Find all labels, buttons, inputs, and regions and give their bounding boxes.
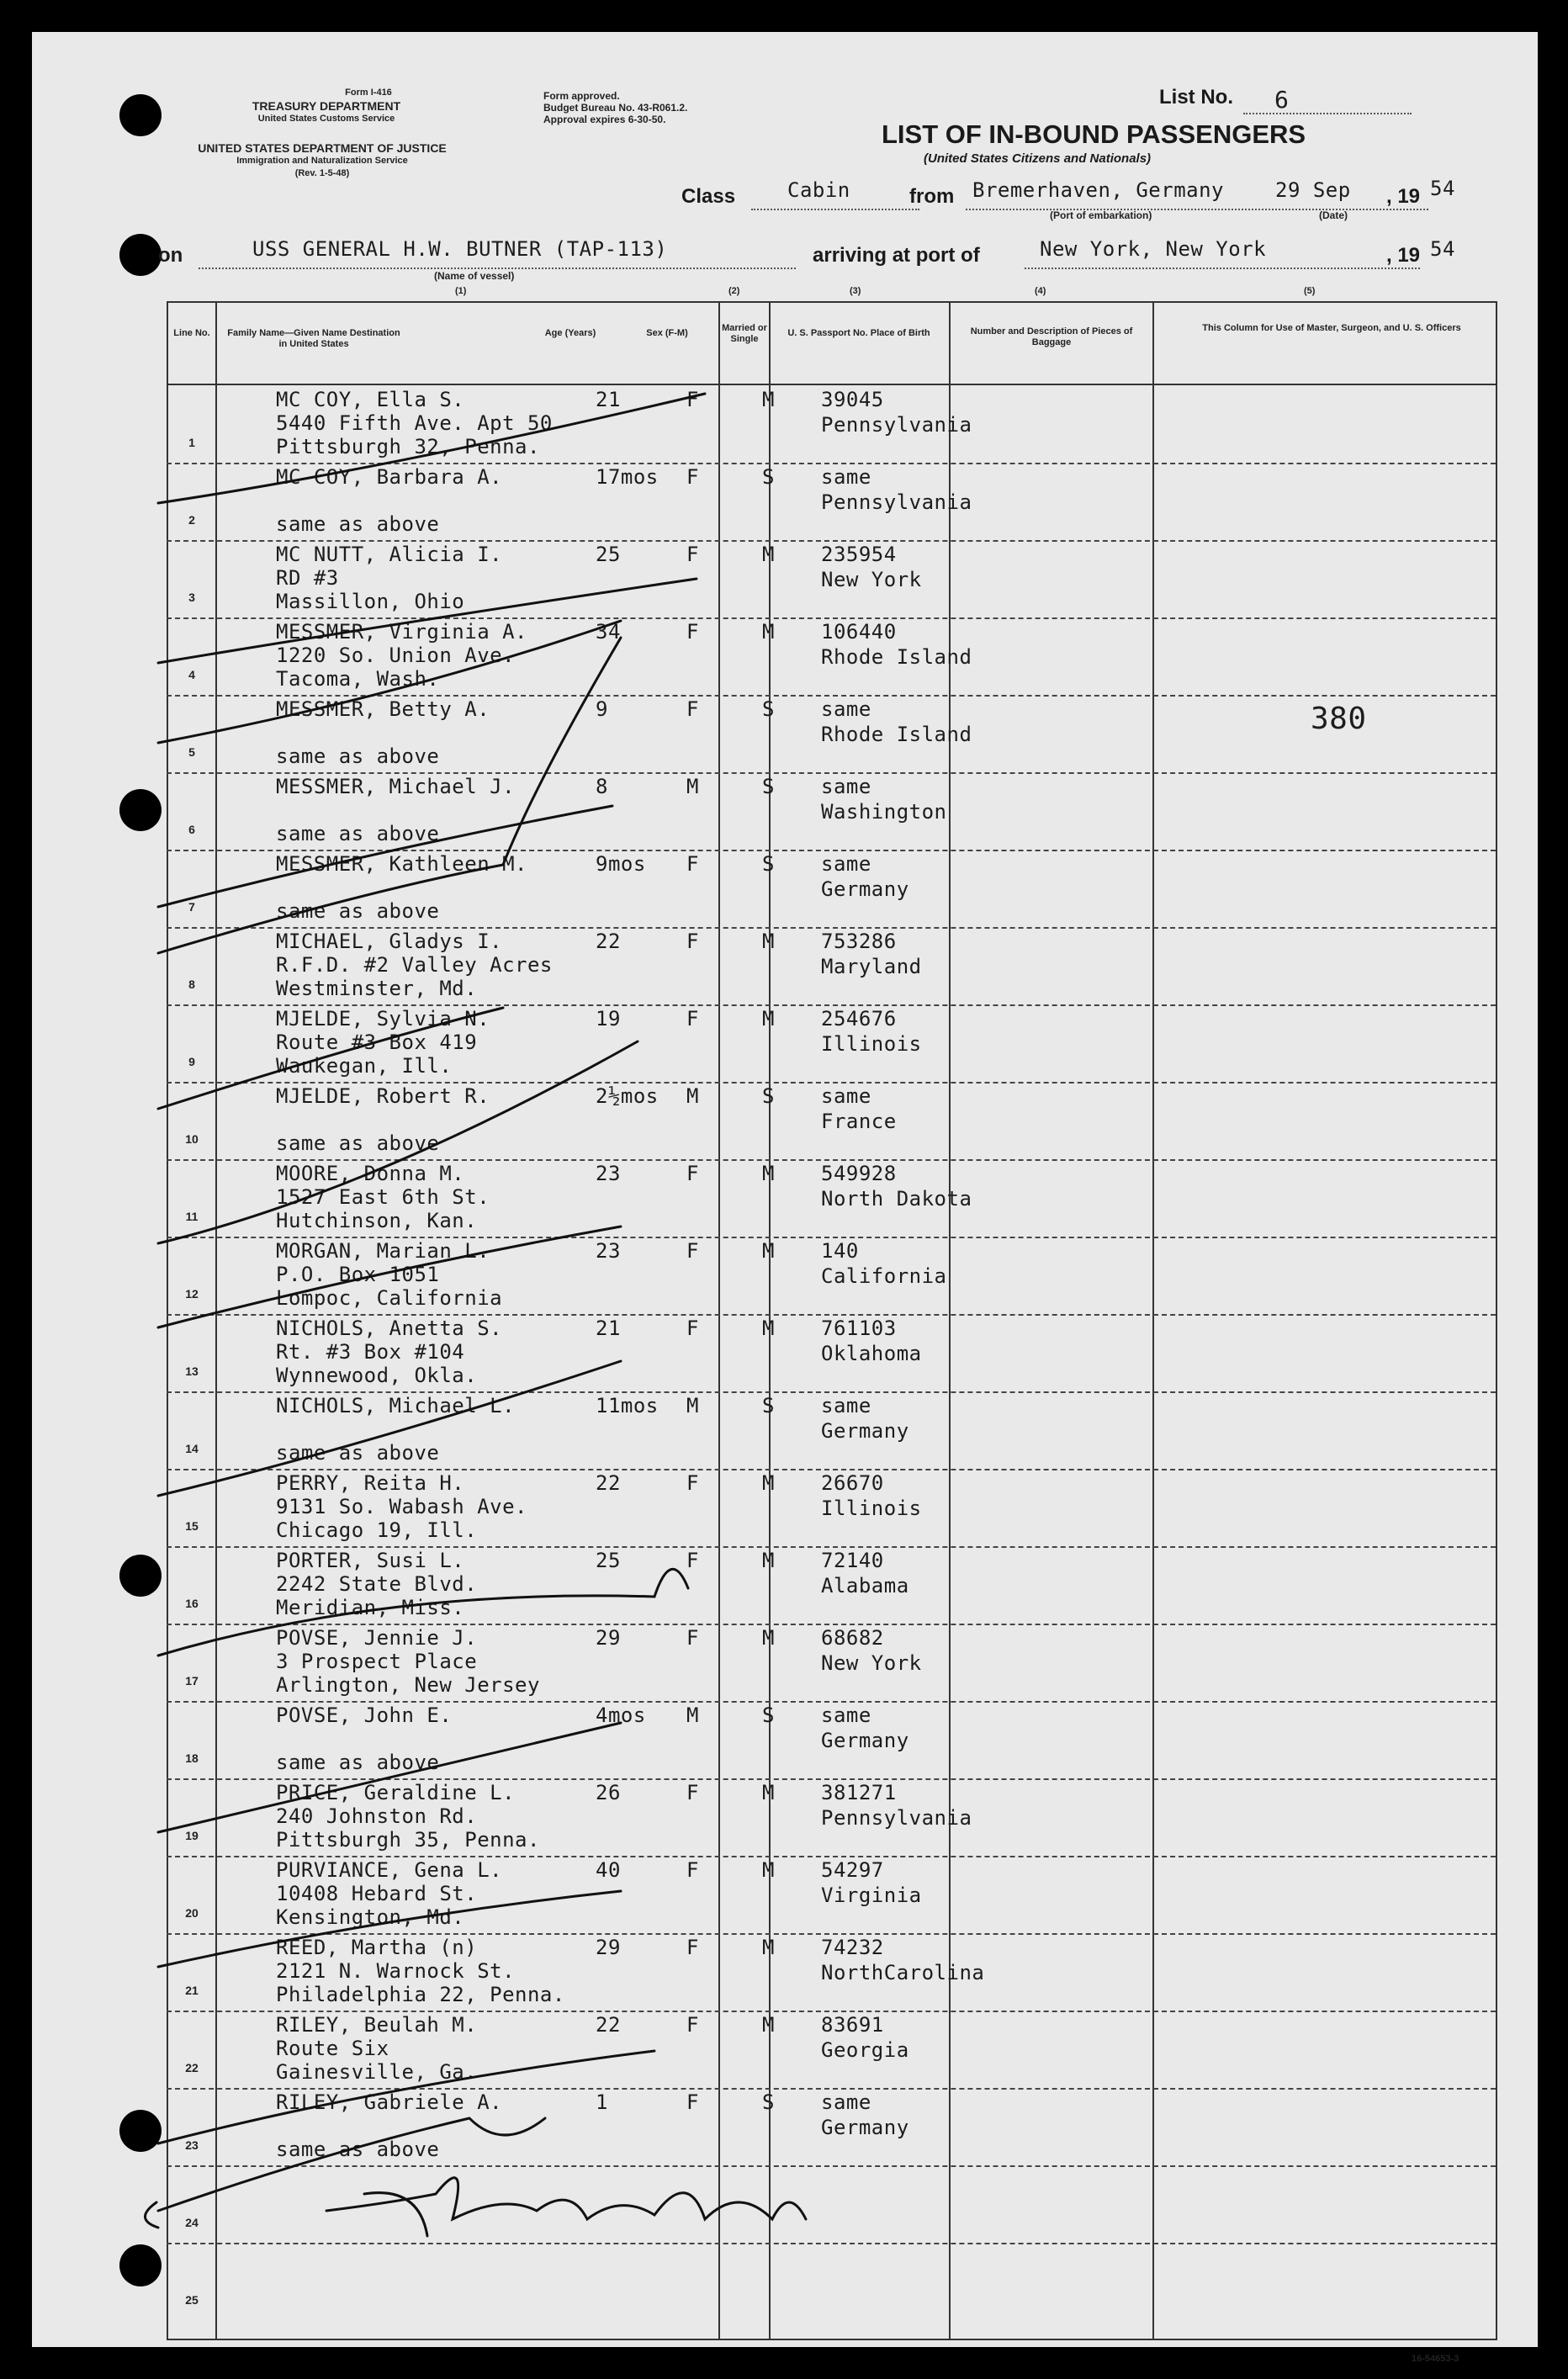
row-line-number: 13 [185,1364,199,1378]
passenger-address-1: R.F.D. #2 Valley Acres [276,953,553,977]
passport-number: 72140 [821,1549,884,1572]
passenger-age: 22 [596,2013,621,2037]
passport-number: same [821,2090,871,2114]
passenger-marital: M [762,1239,775,1263]
passenger-marital: M [762,388,775,411]
place-of-birth: France [821,1110,897,1133]
date-caption: (Date) [1319,209,1348,221]
place-of-birth: Virginia [821,1884,922,1907]
passenger-marital: M [762,620,775,644]
column-divider [1152,301,1154,2339]
passenger-sex: F [686,697,699,721]
passenger-address-2: same as above [276,1441,440,1465]
passenger-age: 22 [596,1471,621,1495]
list-no-label: List No. [1159,86,1233,109]
column-divider [215,301,217,2339]
passenger-marital: M [762,1781,775,1804]
passenger-sex: M [686,1084,699,1108]
footer-code: 16-54653-3 [1412,2354,1459,2364]
place-of-birth: Rhode Island [821,645,972,669]
passenger-sex: M [686,1394,699,1417]
table-row-divider [167,2243,1496,2244]
passport-number: 68682 [821,1626,884,1650]
passenger-age: 26 [596,1781,621,1804]
passport-number: 140 [821,1239,859,1263]
passenger-age: 4mos [596,1703,646,1727]
passenger-marital: S [762,852,775,876]
vessel-value: USS GENERAL H.W. BUTNER (TAP-113) [252,237,668,261]
page-title: LIST OF IN-BOUND PASSENGERS [882,119,1306,149]
from-value: Bremerhaven, Germany [972,178,1224,202]
column-number-2: (2) [728,286,740,296]
approval-line-3: Approval expires 6-30-50. [543,114,666,125]
passenger-address-2: Lompoc, California [276,1286,503,1310]
from-label: from [909,185,955,208]
justice-dept: UNITED STATES DEPARTMENT OF JUSTICE [198,141,447,155]
passport-number: same [821,1703,871,1727]
passenger-name: POVSE, Jennie J. [276,1626,478,1650]
passenger-address-2: Waukegan, Ill. [276,1054,453,1078]
passenger-address-1: P.O. Box 1051 [276,1263,440,1286]
passenger-name: POVSE, John E. [276,1703,453,1727]
passenger-sex: F [686,1626,699,1650]
header-baggage: Number and Description of Pieces of Baggage [970,326,1133,348]
place-of-birth: Alabama [821,1574,909,1597]
passenger-marital: S [762,465,775,489]
column-number-1: (1) [455,286,467,296]
passenger-marital: M [762,543,775,566]
place-of-birth: Pennsylvania [821,1806,972,1830]
passenger-sex: F [686,1858,699,1882]
manifest-sheet [32,32,1538,2364]
list-no-value: 6 [1274,86,1290,114]
row-line-number: 12 [185,1287,199,1301]
row-line-number: 19 [185,1829,199,1842]
passenger-marital: S [762,1084,775,1108]
passenger-address-1: 10408 Hebard St. [276,1882,478,1905]
place-of-birth: Germany [821,2116,909,2139]
passenger-address-1: Route Six [276,2037,389,2060]
row-line-number: 8 [188,978,195,991]
passenger-address-2: same as above [276,1131,440,1155]
from-underline [966,209,1428,210]
passenger-marital: M [762,1471,775,1495]
passenger-age: 29 [596,1936,621,1959]
passenger-sex: F [686,930,699,953]
passenger-age: 34 [596,620,621,644]
passenger-address-2: Tacoma, Wash. [276,667,440,691]
passenger-address-2: Westminster, Md. [276,977,478,1000]
passenger-address-2: Meridian, Miss. [276,1596,465,1619]
passenger-age: 19 [596,1007,621,1031]
customs-service: United States Customs Service [257,114,395,124]
passenger-age: 40 [596,1858,621,1882]
row-line-number: 7 [188,900,195,914]
passenger-sex: F [686,620,699,644]
passport-number: 83691 [821,2013,884,2037]
row-line-number: 16 [185,1597,199,1610]
passenger-name: NICHOLS, Michael L. [276,1394,516,1417]
form-number: Form I-416 [345,87,392,98]
row-line-number: 20 [185,1906,199,1920]
row-line-number: 18 [185,1751,199,1765]
passenger-name: PERRY, Reita H. [276,1471,465,1495]
passport-number: same [821,1394,871,1417]
passenger-address-2: same as above [276,1751,440,1774]
row-line-number: 24 [185,2216,199,2229]
passenger-sex: F [686,388,699,411]
column-divider [949,301,951,2339]
passenger-sex: F [686,1317,699,1340]
passenger-name: NICHOLS, Anetta S. [276,1317,503,1340]
passenger-sex: F [686,1471,699,1495]
passenger-marital: S [762,1703,775,1727]
passenger-name: MESSMER, Virginia A. [276,620,527,644]
class-underline [751,209,919,210]
column-number-5: (5) [1304,286,1316,296]
passenger-age: 29 [596,1626,621,1650]
passenger-sex: F [686,1007,699,1031]
passenger-age: 22 [596,930,621,953]
passport-number: 254676 [821,1007,897,1031]
list-no-underline [1243,113,1412,114]
passport-number: 761103 [821,1317,897,1340]
revision-date: (Rev. 1-5-48) [294,168,350,178]
passenger-age: 9 [596,697,608,721]
place-of-birth: Illinois [821,1032,922,1056]
port-caption: (Port of embarkation) [1050,209,1152,221]
passenger-address-2: Massillon, Ohio [276,590,465,613]
punch-hole [119,1555,162,1597]
table-row-divider [167,2165,1496,2167]
passenger-sex: F [686,1239,699,1263]
punch-hole [119,2110,162,2152]
passenger-name: MESSMER, Betty A. [276,697,490,721]
header-officers: This Column for Use of Master, Surgeon, and U. S. Officers [1202,323,1461,333]
passenger-sex: F [686,543,699,566]
passport-number: 39045 [821,388,884,411]
passenger-address-2: same as above [276,822,440,845]
passenger-name: RILEY, Gabriele A. [276,2090,503,2114]
place-of-birth: Georgia [821,2038,909,2062]
arriving-year-value: 54 [1430,237,1455,261]
place-of-birth: Germany [821,877,909,901]
row-line-number: 9 [188,1055,195,1068]
passenger-age: 1 [596,2090,608,2114]
passenger-sex: F [686,1781,699,1804]
passenger-marital: M [762,1549,775,1572]
year-value: 54 [1430,177,1455,200]
passenger-name: MICHAEL, Gladys I. [276,930,503,953]
punch-hole [119,94,162,136]
passenger-age: 21 [596,388,621,411]
passenger-marital: S [762,775,775,798]
header-sex: Sex (F-M) [646,328,688,338]
passenger-sex: F [686,2090,699,2114]
column-number-4: (4) [1035,286,1046,296]
passenger-marital: M [762,1858,775,1882]
row-line-number: 17 [185,1674,199,1688]
passenger-marital: M [762,1007,775,1031]
passenger-age: 25 [596,1549,621,1572]
passenger-sex: F [686,2013,699,2037]
arriving-value: New York, New York [1040,237,1267,261]
place-of-birth: Illinois [821,1497,922,1520]
place-of-birth: New York [821,1651,922,1675]
approval-line-1: Form approved. [543,90,620,102]
passenger-sex: F [686,1162,699,1185]
place-of-birth: Oklahoma [821,1342,922,1365]
passenger-address-2: Chicago 19, Ill. [276,1518,478,1542]
place-of-birth: Germany [821,1419,909,1443]
passenger-name: PURVIANCE, Gena L. [276,1858,503,1882]
passenger-address-2: same as above [276,512,440,536]
column-number-3: (3) [850,286,861,296]
arriving-year-prefix: , 19 [1386,244,1421,267]
punch-hole [119,789,162,831]
column-divider [718,301,720,2339]
passenger-name: MJELDE, Sylvia N. [276,1007,490,1031]
passenger-address-1: 1527 East 6th St. [276,1185,490,1209]
passenger-name: MESSMER, Michael J. [276,775,516,798]
place-of-birth: Pennsylvania [821,490,972,514]
passenger-address-2: Gainesville, Ga. [276,2060,478,2084]
place-of-birth: Pennsylvania [821,413,972,437]
arriving-underline [1025,268,1420,269]
passenger-age: 23 [596,1162,621,1185]
passenger-marital: M [762,1162,775,1185]
header-line-no: Line No. [173,328,210,338]
passenger-address-2: Pittsburgh 35, Penna. [276,1828,540,1852]
row-line-number: 25 [185,2293,199,2307]
passenger-name: MORGAN, Marian L. [276,1239,490,1263]
place-of-birth: California [821,1264,947,1288]
passenger-name: PORTER, Susi L. [276,1549,465,1572]
punch-hole [119,2244,162,2286]
passenger-address-2: Pittsburgh 32, Penna. [276,435,540,458]
passenger-sex: F [686,852,699,876]
row-line-number: 2 [188,513,195,527]
passport-number: 753286 [821,930,897,953]
passenger-marital: S [762,2090,775,2114]
passenger-address-1: 240 Johnston Rd. [276,1804,478,1828]
row-line-number: 1 [188,436,195,449]
row-line-number: 21 [185,1984,199,1997]
page-subtitle: (United States Citizens and Nationals) [924,151,1152,166]
header-bottom-rule [167,384,1496,385]
row-line-number: 10 [185,1132,199,1146]
passenger-name: MJELDE, Robert R. [276,1084,490,1108]
class-value: Cabin [787,178,850,202]
passenger-marital: M [762,1936,775,1959]
arriving-label: arriving at port of [813,244,980,267]
on-label: on [158,244,183,267]
passenger-address-1: 1220 So. Union Ave. [276,644,516,667]
passport-number: 381271 [821,1781,897,1804]
passenger-marital: M [762,930,775,953]
passenger-name: RILEY, Beulah M. [276,2013,478,2037]
passenger-marital: M [762,1317,775,1340]
passport-number: same [821,1084,871,1108]
row-line-number: 6 [188,823,195,836]
passenger-sex: M [686,775,699,798]
header-family-name: Family Name—Given Name Destination in United States [227,328,400,350]
passenger-name: MC COY, Barbara A. [276,465,503,489]
header-married: Married or Single [722,323,767,345]
passenger-name: MOORE, Donna M. [276,1162,465,1185]
place-of-birth: Germany [821,1729,909,1752]
passenger-address-1: 2121 N. Warnock St. [276,1959,516,1983]
passenger-address-1: 3 Prospect Place [276,1650,478,1673]
passenger-age: 23 [596,1239,621,1263]
passenger-sex: M [686,1703,699,1727]
passenger-age: 2½mos [596,1084,659,1108]
passenger-address-1: 2242 State Blvd. [276,1572,478,1596]
row-line-number: 15 [185,1519,199,1533]
passenger-name: MC NUTT, Alicia I. [276,543,503,566]
passport-number: 54297 [821,1858,884,1882]
immigration-service: Immigration and Naturalization Service [236,156,408,166]
passenger-address-1: 5440 Fifth Ave. Apt 50 [276,411,553,435]
row-line-number: 14 [185,1442,199,1455]
passenger-age: 11mos [596,1394,659,1417]
header-passport: U. S. Passport No. Place of Birth [787,328,930,338]
passenger-address-2: same as above [276,744,440,768]
passenger-address-1: Route #3 Box 419 [276,1031,478,1054]
passport-number: same [821,465,871,489]
passenger-address-2: Arlington, New Jersey [276,1673,540,1697]
row-line-number: 22 [185,2061,199,2074]
passport-number: 74232 [821,1936,884,1959]
place-of-birth: Maryland [821,955,922,978]
passport-number: same [821,852,871,876]
passenger-name: MESSMER, Kathleen M. [276,852,527,876]
date-value: 29 Sep [1275,178,1351,202]
passenger-address-2: same as above [276,2138,440,2161]
place-of-birth: Washington [821,800,947,824]
passenger-address-2: Hutchinson, Kan. [276,1209,478,1232]
passenger-address-2: Wynnewood, Okla. [276,1364,478,1387]
passenger-marital: M [762,2013,775,2037]
passenger-sex: F [686,1936,699,1959]
passenger-age: 8 [596,775,608,798]
punch-hole [119,234,162,276]
passenger-age: 25 [596,543,621,566]
passport-number: same [821,775,871,798]
passenger-address-1: 9131 So. Wabash Ave. [276,1495,527,1518]
passenger-address-1: Rt. #3 Box #104 [276,1340,465,1364]
row-line-number: 3 [188,591,195,604]
header-age: Age (Years) [544,328,596,338]
passport-number: 106440 [821,620,897,644]
row-line-number: 5 [188,745,195,759]
passenger-address-2: same as above [276,899,440,923]
vessel-caption: (Name of vessel) [434,270,515,282]
passenger-address-2: Philadelphia 22, Penna. [276,1983,565,2006]
approval-line-2: Budget Bureau No. 43-R061.2. [543,102,688,114]
passenger-sex: F [686,465,699,489]
passenger-name: PRICE, Geraldine L. [276,1781,516,1804]
row-line-number: 11 [185,1210,199,1223]
passenger-age: 9mos [596,852,646,876]
row-line-number: 4 [188,668,195,681]
treasury-dept: TREASURY DEPARTMENT [252,99,401,113]
passenger-age: 17mos [596,465,659,489]
passenger-address-2: Kensington, Md. [276,1905,465,1929]
passport-number: 549928 [821,1162,897,1185]
row-line-number: 23 [185,2138,199,2152]
passport-number: 235954 [821,543,897,566]
passenger-name: REED, Martha (n) [276,1936,478,1959]
passenger-name: MC COY, Ella S. [276,388,465,411]
place-of-birth: Rhode Island [821,723,972,746]
passenger-marital: M [762,1626,775,1650]
passenger-marital: S [762,1394,775,1417]
passenger-sex: F [686,1549,699,1572]
passenger-age: 21 [596,1317,621,1340]
place-of-birth: North Dakota [821,1187,972,1211]
vessel-underline [199,268,796,269]
stamp-number: 380 [1311,702,1367,736]
passenger-marital: S [762,697,775,721]
class-label: Class [681,185,736,208]
passenger-address-1: RD #3 [276,566,339,590]
passport-number: 26670 [821,1471,884,1495]
place-of-birth: New York [821,568,922,591]
year-prefix: , 19 [1386,185,1421,208]
place-of-birth: NorthCarolina [821,1961,985,1984]
passport-number: same [821,697,871,721]
